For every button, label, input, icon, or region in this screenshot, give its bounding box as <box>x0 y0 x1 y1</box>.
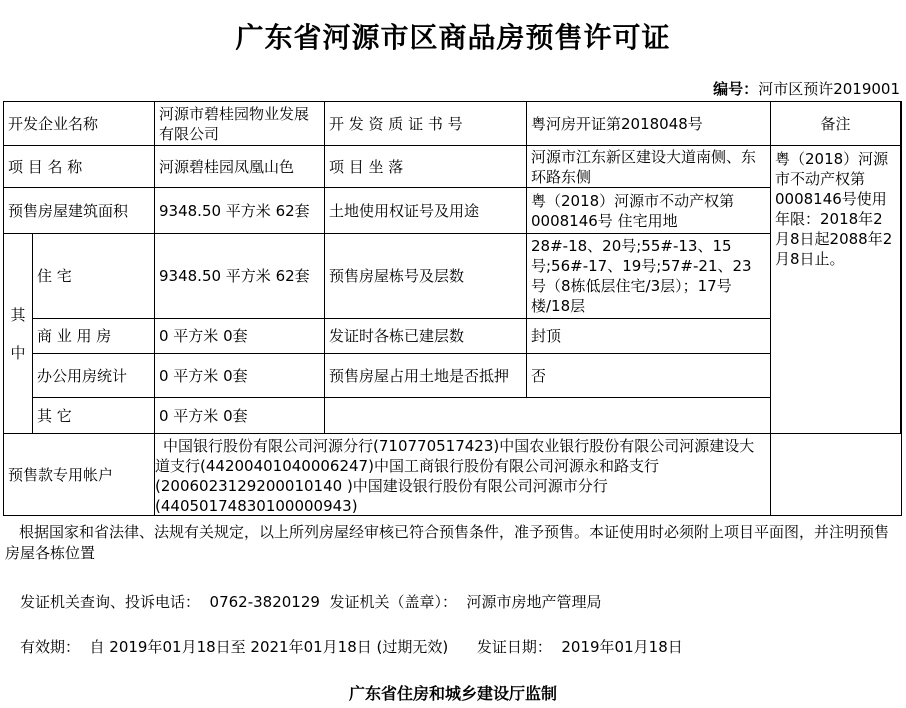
group-label-2: 中 <box>10 343 26 362</box>
presale-area-label: 预售房屋建筑面积 <box>8 201 129 220</box>
remark-value-cell <box>771 146 901 434</box>
approval-statement: 根据国家和省法律、法规有关规定，以上所列房屋经审核已符合预售条件，准予预售。本证使用时必须附上项目平面图，并注明预售房屋各栋位置 <box>5 523 890 562</box>
land-cert-value-cell <box>527 188 771 234</box>
location-value-cell <box>527 146 771 188</box>
contact-line: 发证机关查询、投诉电话： 0762-3820129 发证机关（盖章）： 河源市房地产管理局 <box>20 593 602 611</box>
serial-value: 河市区预许2019001 <box>758 80 900 98</box>
residential-label: 住 宅 <box>37 267 72 285</box>
remark-label: 备注 <box>820 114 851 133</box>
validity-line: 有效期： 自 2019年01月18日至 2021年01月18日 (过期无效) 发证日期： 2019年01月18日 <box>20 638 683 656</box>
qualification-label-cell <box>325 102 527 146</box>
land-cert-label: 土地使用权证号及用途 <box>329 201 480 220</box>
project-name-value: 河源碧桂园凤凰山色 <box>159 157 295 176</box>
serial-label: 编号： <box>713 80 759 98</box>
mortgage-value-cell <box>527 354 771 398</box>
account-label-cell <box>4 434 155 516</box>
supervision-footer: 广东省住房和城乡建设厅监制 <box>348 684 557 703</box>
account-remark-cell <box>771 434 901 516</box>
office-value: 0 平方米 0套 <box>159 366 248 385</box>
qualification-value: 粤河房开证第2018048号 <box>531 114 703 133</box>
office-label: 办公用房统计 <box>37 366 128 385</box>
other-label-cell <box>33 398 155 434</box>
commercial-label-cell <box>33 319 155 354</box>
project-name-label: 项 目 名 称 <box>8 157 83 176</box>
mortgage-value: 否 <box>531 366 547 385</box>
qualification-value-cell <box>527 102 771 146</box>
residential-label-cell <box>33 234 155 319</box>
location-label: 项 目 坐 落 <box>329 157 404 176</box>
built-floors-value-cell <box>527 319 771 354</box>
location-label-cell <box>325 146 527 188</box>
blank-cell <box>325 398 771 434</box>
other-value: 0 平方米 0套 <box>159 406 248 425</box>
remark-label-cell <box>771 102 901 146</box>
account-label: 预售款专用帐户 <box>8 466 114 484</box>
buildings-value-cell <box>527 234 771 319</box>
presale-area-value-cell <box>155 188 325 234</box>
developer-value-cell <box>155 102 325 146</box>
group-label-1: 其 <box>10 305 26 324</box>
office-label-cell <box>33 354 155 398</box>
commercial-value-cell <box>155 319 325 354</box>
built-floors-value: 封顶 <box>531 327 562 345</box>
built-floors-label: 发证时各栋已建层数 <box>329 327 465 345</box>
land-cert-label-cell <box>325 188 527 234</box>
other-value-cell <box>155 398 325 434</box>
buildings-label: 预售房屋栋号及层数 <box>329 267 465 285</box>
project-name-label-cell <box>4 146 155 188</box>
land-cert-value: 粤（2018）河源市不动产权第0008146号 住宅用地 <box>531 191 735 230</box>
residential-value: 9348.50 平方米 62套 <box>159 267 310 285</box>
permit-table <box>3 101 902 516</box>
developer-label: 开发企业名称 <box>8 114 99 133</box>
developer-label-cell <box>4 102 155 146</box>
account-value: 中国银行股份有限公司河源分行(710770517423)中国农业银行股份有限公司河源建设大道支行(44200401040006247)中国工商银行股份有限公司河源永和路支行(2006023129200010140 )中国建设银行股份有限公司河源市分行(44050174830100000943) <box>155 437 755 515</box>
built-floors-label-cell <box>325 319 527 354</box>
document-title: 广东省河源市区商品房预售许可证 <box>235 21 671 54</box>
group-label-cell <box>4 234 33 434</box>
commercial-label: 商 业 用 房 <box>37 327 112 345</box>
account-value-cell <box>155 434 771 516</box>
other-label: 其 它 <box>37 406 72 425</box>
mortgage-label-cell <box>325 354 527 398</box>
developer-value: 河源市碧桂园物业发展有限公司 <box>159 104 310 143</box>
presale-area-label-cell <box>4 188 155 234</box>
mortgage-label: 预售房屋占用土地是否抵押 <box>329 366 510 385</box>
qualification-label: 开 发 资 质 证 书 号 <box>329 114 463 133</box>
project-name-value-cell <box>155 146 325 188</box>
presale-area-value: 9348.50 平方米 62套 <box>159 201 310 220</box>
remark-value: 粤（2018）河源市不动产权第0008146号使用年限：2018年2月8日起2088年2月8日止。 <box>775 150 893 268</box>
location-value: 河源市江东新区建设大道南侧、东环路东侧 <box>531 147 757 186</box>
serial-number <box>713 78 900 99</box>
office-value-cell <box>155 354 325 398</box>
buildings-value: 28#-18、20号;55#-13、15号;56#-17、19号;57#-21、23号（8栋低层住宅/3层）；17号楼/18层 <box>531 237 752 315</box>
buildings-label-cell <box>325 234 527 319</box>
commercial-value: 0 平方米 0套 <box>159 327 248 345</box>
residential-value-cell <box>155 234 325 319</box>
